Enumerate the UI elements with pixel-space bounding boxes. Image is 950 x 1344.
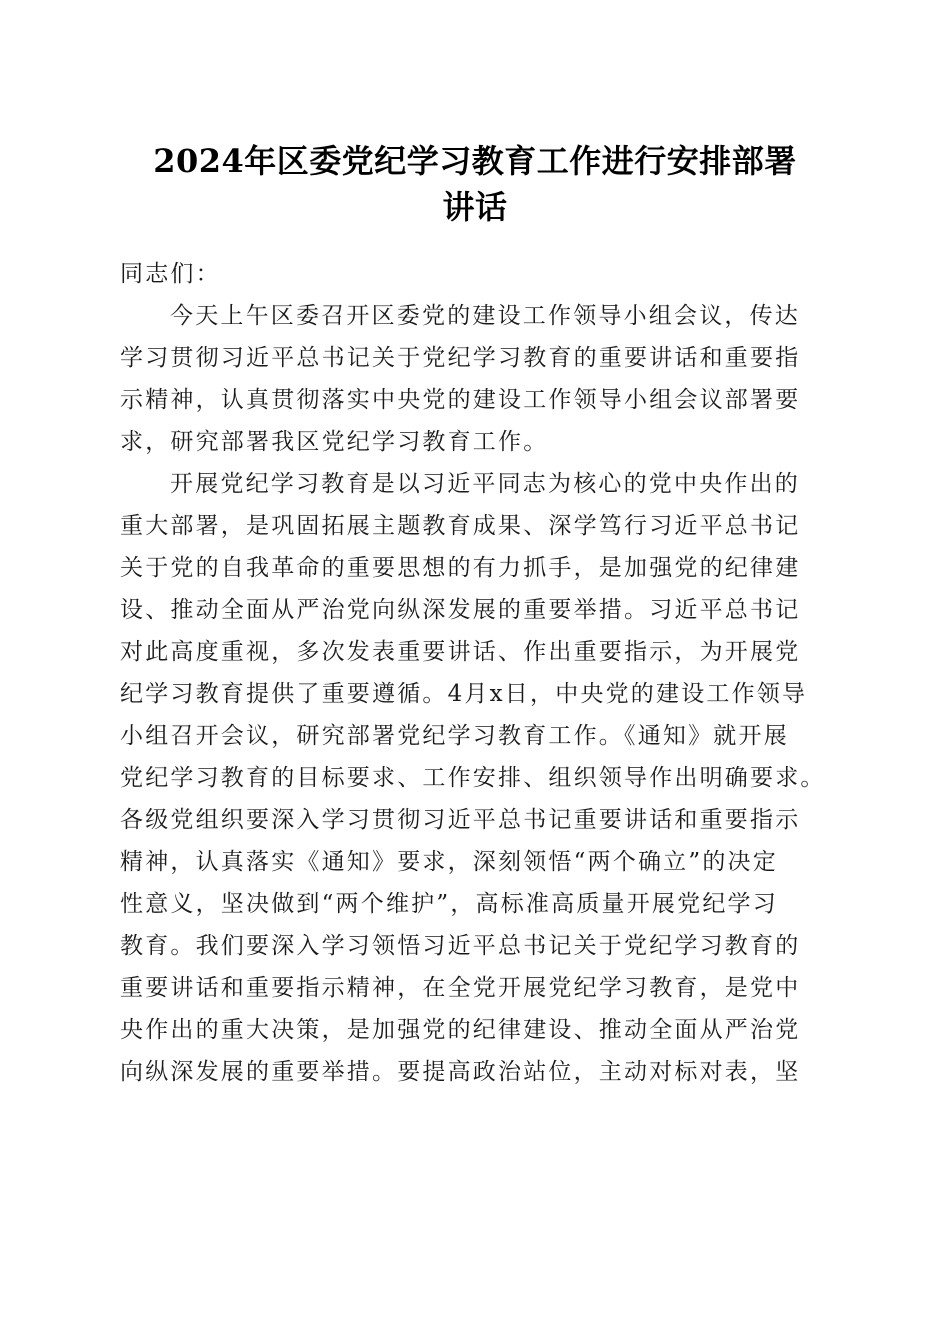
title-line-1: 2024年区委党纪学习教育工作进行安排部署 — [153, 142, 797, 180]
paragraph-line: 纪学习教育提供了重要遵循。4月x日，中央党的建设工作领导 — [120, 681, 808, 707]
paragraph-line: 向纵深发展的重要举措。要提高政治站位，主动对标对表，坚 — [120, 1059, 801, 1085]
paragraph-line: 精神，认真落实《通知》要求，深刻领悟“两个确立”的决定 — [120, 849, 778, 875]
paragraph-line: 党纪学习教育的目标要求、工作安排、组织领导作出明确要求。 — [120, 765, 826, 791]
paragraph-line: 对此高度重视，多次发表重要讲话、作出重要指示，为开展党 — [120, 639, 801, 665]
paragraph-line: 关于党的自我革命的重要思想的有力抓手，是加强党的纪律建 — [120, 555, 801, 581]
paragraph-line: 重要讲话和重要指示精神，在全党开展党纪学习教育，是党中 — [120, 975, 801, 1001]
paragraph-line: 教育。我们要深入学习领悟习近平总书记关于党纪学习教育的 — [120, 933, 801, 959]
paragraph-2 — [120, 463, 832, 1093]
paragraph-line: 求，研究部署我区党纪学习教育工作。 — [120, 429, 549, 455]
salutation: 同志们： — [120, 261, 221, 287]
paragraph-line: 开展党纪学习教育是以习近平同志为核心的党中央作出的 — [170, 471, 800, 497]
paragraph-line: 设、推动全面从严治党向纵深发展的重要举措。习近平总书记 — [120, 597, 801, 623]
paragraph-line: 示精神，认真贯彻落实中央党的建设工作领导小组会议部署要 — [120, 387, 801, 413]
paragraph-line: 央作出的重大决策，是加强党的纪律建设、推动全面从严治党 — [120, 1017, 801, 1043]
paragraph-line: 各级党组织要深入学习贯彻习近平总书记重要讲话和重要指示 — [120, 807, 801, 833]
paragraph-line: 今天上午区委召开区委党的建设工作领导小组会议，传达 — [170, 303, 800, 329]
paragraph-line: 重大部署，是巩固拓展主题教育成果、深学笃行习近平总书记 — [120, 513, 801, 539]
document-title — [110, 138, 840, 230]
title-line-2: 讲话 — [442, 188, 508, 226]
paragraph-1 — [120, 295, 832, 463]
paragraph-line: 学习贯彻习近平总书记关于党纪学习教育的重要讲话和重要指 — [120, 345, 801, 371]
paragraph-line: 小组召开会议，研究部署党纪学习教育工作。《通知》就开展 — [120, 723, 789, 749]
paragraph-line: 性意义，坚决做到“两个维护”，高标准高质量开展党纪学习 — [120, 891, 778, 917]
document-body — [120, 253, 832, 1093]
